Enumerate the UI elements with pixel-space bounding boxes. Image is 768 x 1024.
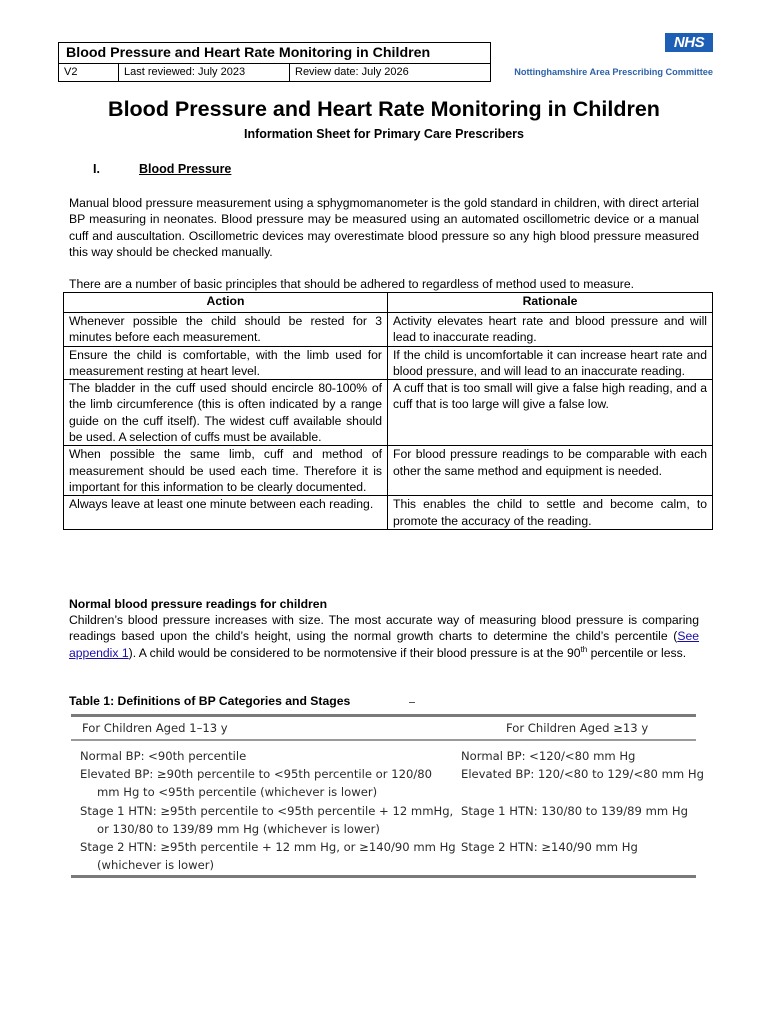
col1-header: For Children Aged 1–13 y xyxy=(82,721,228,735)
action-cell: Whenever possible the child should be rested for 3 minutes before each measurement. xyxy=(64,313,388,347)
category-line: or 130/80 to 139/89 mm Hg (whichever is lower) xyxy=(97,821,380,836)
header-meta-row xyxy=(59,64,490,81)
section-number: I. xyxy=(93,162,100,176)
action-cell: Always leave at least one minute between each reading. xyxy=(64,496,388,530)
page-subtitle: Information Sheet for Primary Care Prescribers xyxy=(244,127,524,141)
rationale-cell: Activity elevates heart rate and blood pressure and will lead to inaccurate reading. xyxy=(388,313,713,347)
table-row xyxy=(64,446,713,496)
table-rule-top xyxy=(71,714,696,717)
category-line xyxy=(461,856,701,874)
col2-header: For Children Aged ≥13 y xyxy=(506,721,649,735)
table-row xyxy=(64,313,713,347)
category-line xyxy=(461,820,701,838)
col1-body xyxy=(80,747,460,874)
header-version: V2 xyxy=(59,64,119,81)
rationale-cell: For blood pressure readings to be comparable with each other the same method and equipment is needed. xyxy=(388,446,713,496)
category-line xyxy=(461,783,701,801)
table1-title: Table 1: Definitions of BP Categories and Stages xyxy=(69,694,351,708)
stray-mark xyxy=(409,702,415,703)
section-title: Blood Pressure xyxy=(139,162,232,176)
category-line: Elevated BP: ≥90th percentile to <95th percentile or 120/80 xyxy=(80,767,432,782)
col2-body xyxy=(461,747,704,874)
category-line: mm Hg to <95th percentile (whichever is lower) xyxy=(97,785,378,800)
normal-readings-text-after: ). A child would be considered to be normotensive if their blood pressure is at the 90 xyxy=(128,645,581,660)
table-header-row xyxy=(64,293,713,313)
header-doc-title: Blood Pressure and Heart Rate Monitoring in Children xyxy=(59,43,490,64)
header-rationale: Rationale xyxy=(388,293,713,313)
category-line: Stage 2 HTN: ≥95th percentile + 12 mm Hg, or ≥140/90 mm Hg xyxy=(80,840,456,855)
action-cell: Ensure the child is comfortable, with the limb used for measurement resting at heart level. xyxy=(64,346,388,380)
category-line: Normal BP: <120/<80 mm Hg xyxy=(461,749,636,763)
category-line: Elevated BP: 120/<80 to 129/<80 mm Hg xyxy=(461,767,704,782)
principles-table xyxy=(63,292,713,530)
normal-readings-text: Children’s blood pressure increases with size. The most accurate way of measuring blood pressure is comparing readings based upon the child’s height, using the normal growth charts to determine the child’s percentile ( xyxy=(69,613,699,644)
table-row xyxy=(64,346,713,380)
normal-readings-text-end: percentile or less. xyxy=(587,645,687,660)
table-rule-mid xyxy=(71,739,696,741)
committee-name: Nottinghamshire Area Prescribing Committee xyxy=(514,67,713,77)
header-review-date: Review date: July 2026 xyxy=(295,66,409,78)
category-line: Stage 2 HTN: ≥140/90 mm Hg xyxy=(461,840,638,855)
bp-categories-table xyxy=(71,712,704,880)
table-row xyxy=(64,496,713,530)
appendix-link[interactable]: See appendix 1 xyxy=(69,629,699,660)
principles-intro: There are a number of basic principles that should be adhered to regardless of method used to measure. xyxy=(69,277,635,291)
category-line: Stage 1 HTN: ≥95th percentile to <95th percentile + 12 mmHg, xyxy=(80,803,454,818)
document-header-box xyxy=(58,42,491,82)
intro-paragraph: Manual blood pressure measurement using a sphygmomanometer is the gold standard in children, with direct arterial BP measuring in neonates. Blood pressure may be measured using an automated oscillometric device or a manual cuff and auscultation. Oscillometric devices may overestimate blood pressure so any high blood pressure measured this way should be checked manually. xyxy=(69,196,700,259)
action-cell: The bladder in the cuff used should encircle 80-100% of the limb circumference (this is often indicated by a range guide on the cuff itself). The widest cuff available should be used. A selection of cuffs must be available. xyxy=(64,380,388,446)
category-line: (whichever is lower) xyxy=(97,858,215,873)
page-title: Blood Pressure and Heart Rate Monitoring in Children xyxy=(108,97,660,121)
table-rule-bottom xyxy=(71,875,696,878)
header-action: Action xyxy=(64,293,388,313)
header-last-reviewed: Last reviewed: July 2023 xyxy=(119,64,290,81)
normal-readings-paragraph xyxy=(69,612,699,661)
category-line: Stage 1 HTN: 130/80 to 139/89 mm Hg xyxy=(461,803,688,818)
rationale-cell: A cuff that is too small will give a false high reading, and a cuff that is too large will give a false low. xyxy=(388,380,713,446)
table-row xyxy=(64,380,713,446)
rationale-cell: If the child is uncomfortable it can increase heart rate and blood pressure, and will lead to an inaccurate reading. xyxy=(388,346,713,380)
superscript-th: th xyxy=(580,644,588,654)
category-line: Normal BP: <90th percentile xyxy=(80,749,247,763)
rationale-cell: This enables the child to settle and become calm, to promote the accuracy of the reading. xyxy=(388,496,713,530)
normal-readings-title: Normal blood pressure readings for children xyxy=(69,597,328,611)
action-cell: When possible the same limb, cuff and method of measurement should be used each time. Therefore it is important for this information to be clearly documented. xyxy=(64,446,388,496)
nhs-logo: NHS xyxy=(665,33,713,52)
